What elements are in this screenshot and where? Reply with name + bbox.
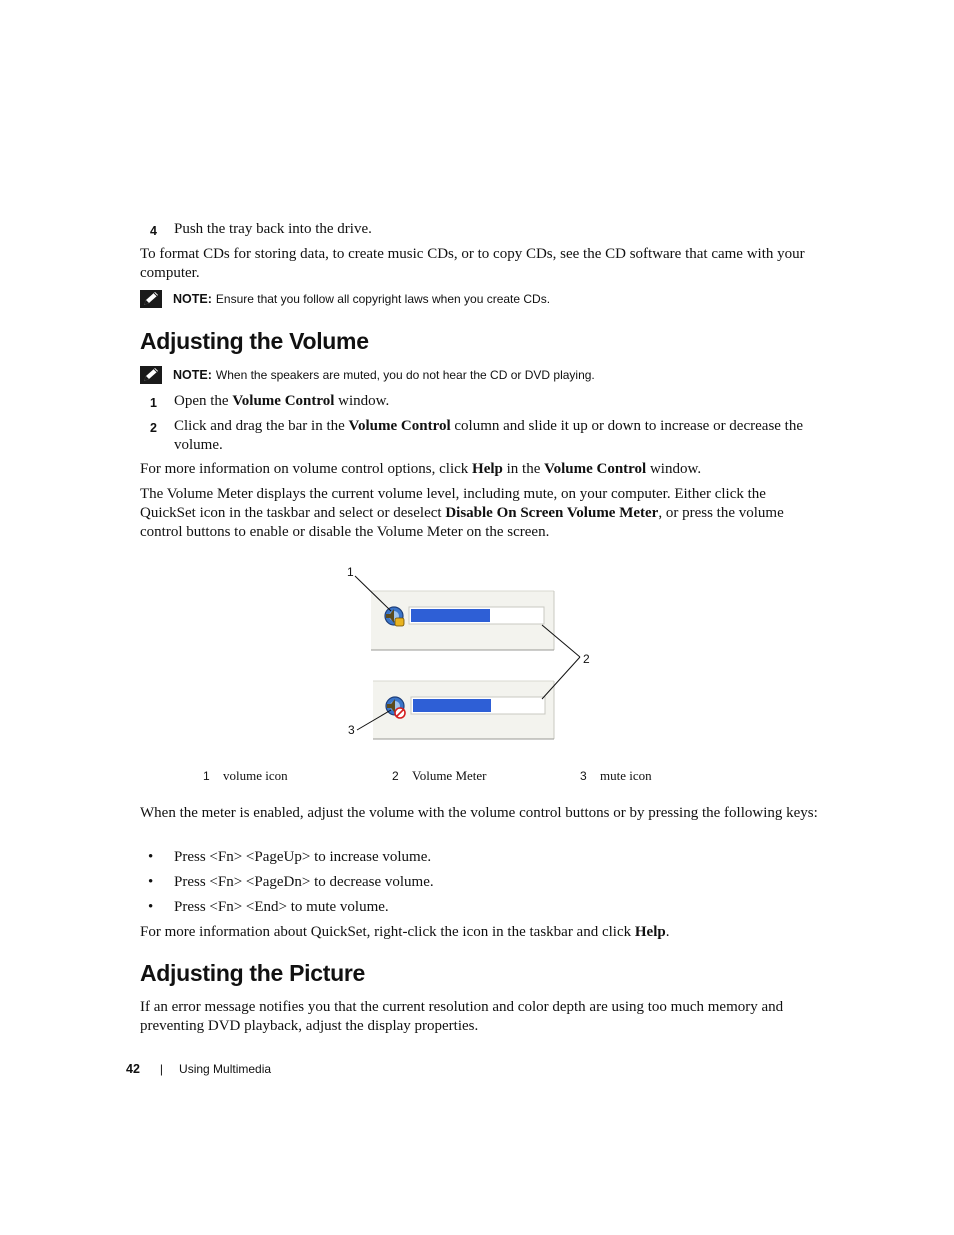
note-text: When the speakers are muted, you do not hear the CD or DVD playing.	[215, 368, 595, 382]
pencil-note-icon	[140, 290, 162, 308]
list-item: • Press <Fn> <PageUp> to increase volume.	[148, 849, 432, 865]
note-copyright	[140, 290, 820, 308]
page-number: 42	[126, 1062, 140, 1076]
chapter-title: Using Multimedia	[179, 1062, 272, 1076]
list-item: • Press <Fn> <PageDn> to decrease volume.	[148, 874, 434, 890]
quickset-help-paragraph: For more information about QuickSet, right-click the icon in the taskbar and click Help.	[140, 924, 670, 940]
volume-meter-bar-muted	[413, 699, 491, 712]
step-number: 2	[150, 421, 157, 435]
section-heading-volume: Adjusting the Volume	[140, 328, 369, 354]
step-number: 4	[150, 224, 157, 238]
callout-2: 2	[583, 652, 590, 666]
step-4	[150, 220, 820, 241]
meter-enabled-paragraph: When the meter is enabled, adjust the volume with the volume control buttons or by pressing the following keys:	[140, 805, 818, 821]
volume-meter-figure	[340, 560, 600, 750]
note-label: NOTE:	[173, 368, 212, 382]
callout-1: 1	[347, 565, 354, 579]
volume-meter-paragraph: The Volume Meter displays the current volume level, including mute, on your computer. Either click the QuickSet icon in the taskbar and select or deselect Disable On Screen Volume Meter, or press the volume control buttons to enable or disable the Volume Meter on the screen.	[140, 486, 784, 540]
volume-help-paragraph: For more information on volume control options, click Help in the Volume Control window.	[140, 461, 702, 477]
step-2	[150, 417, 820, 455]
note-text: Ensure that you follow all copyright laws when you create CDs.	[215, 292, 551, 306]
note-muted	[140, 366, 820, 384]
note-label: NOTE:	[173, 292, 212, 306]
picture-paragraph: If an error message notifies you that the current resolution and color depth are using too much memory and preventing DVD playback, adjust the display properties.	[140, 999, 784, 1034]
intro-paragraph: To format CDs for storing data, to create music CDs, or to copy CDs, see the CD software that came with your computer.	[140, 246, 805, 281]
volume-meter-bar	[411, 609, 490, 622]
section-heading-picture: Adjusting the Picture	[140, 960, 365, 986]
legend-item-2: 2 Volume Meter	[392, 768, 487, 783]
step-1	[150, 392, 820, 413]
step-text: Push the tray back into the drive.	[174, 221, 372, 237]
volume-icon	[385, 607, 404, 626]
step-text: Open the Volume Control window.	[174, 393, 390, 409]
list-item: • Press <Fn> <End> to mute volume.	[148, 899, 389, 915]
callout-3: 3	[348, 723, 355, 737]
footer-separator: |	[159, 1062, 164, 1076]
step-text: Click and drag the bar in the Volume Control column and slide it up or down to increase or decrease the volume.	[174, 418, 804, 453]
page-footer	[126, 1062, 271, 1076]
legend-item-3: 3 mute icon	[580, 768, 652, 783]
pencil-note-icon	[140, 366, 162, 384]
step-number: 1	[150, 396, 157, 410]
legend-item-1: 1 volume icon	[203, 768, 288, 783]
